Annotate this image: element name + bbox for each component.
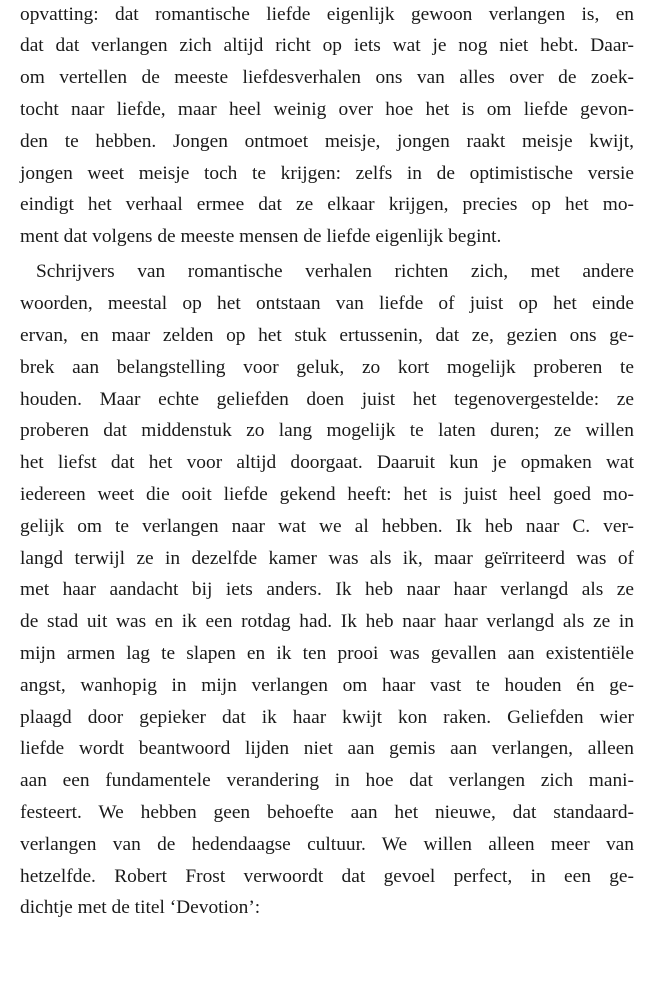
text-line: proberen dat middenstuk zo lang mogelijk te laten duren; ze willen — [20, 420, 634, 441]
text-line: brek aan belangstelling voor geluk, zo kort mogelijk proberen te — [20, 357, 634, 378]
text-line: langd terwijl ze in dezelfde kamer was als ik, maar geïrriteerd was of — [20, 548, 634, 569]
text-line: dichtje met de titel ‘Devotion’: — [20, 897, 261, 918]
text-line: jongen weet meisje toch te krijgen: zelfs in de optimistische versie — [20, 163, 634, 184]
text-line: eindigt het verhaal ermee dat ze elkaar krijgen, precies op het mo- — [20, 194, 634, 215]
text-line: plaagd door gepieker dat ik haar kwijt kon raken. Geliefden wier — [20, 707, 634, 728]
text-line: angst, wanhopig in mijn verlangen om haar vast te houden én ge- — [20, 675, 634, 696]
text-line: met haar aandacht bij iets anders. Ik heb naar haar verlangd als ze — [20, 579, 634, 600]
text-line: tocht naar liefde, maar heel weinig over hoe het is om liefde gevon- — [20, 99, 634, 120]
text-line: ment dat volgens de meeste mensen de liefde eigenlijk begint. — [20, 226, 502, 247]
text-line: den te hebben. Jongen ontmoet meisje, jongen raakt meisje kwijt, — [20, 131, 634, 152]
text-line: aan een fundamentele verandering in hoe dat verlangen zich mani- — [20, 770, 634, 791]
text-line: Schrijvers van romantische verhalen richten zich, met andere — [36, 261, 634, 282]
text-line: iedereen weet die ooit liefde gekend heeft: het is juist heel goed mo- — [20, 484, 634, 505]
text-line: festeert. We hebben geen behoefte aan het nieuwe, dat standaard- — [20, 802, 634, 823]
text-line: het liefst dat het voor altijd doorgaat. Daaruit kun je opmaken wat — [20, 452, 634, 473]
text-line: gelijk om te verlangen naar wat we al hebben. Ik heb naar C. ver- — [20, 516, 634, 537]
text-line: hetzelfde. Robert Frost verwoordt dat gevoel perfect, in een ge- — [20, 866, 634, 887]
text-line: om vertellen de meeste liefdesverhalen ons van alles over de zoek- — [20, 67, 634, 88]
text-line: houden. Maar echte geliefden doen juist het tegenovergestelde: ze — [20, 389, 634, 410]
text-line: liefde wordt beantwoord lijden niet aan gemis aan verlangen, alleen — [20, 738, 634, 759]
text-line: opvatting: dat romantische liefde eigenlijk gewoon verlangen is, en — [20, 4, 634, 25]
text-line: ervan, en maar zelden op het stuk ertussenin, dat ze, gezien ons ge- — [20, 325, 634, 346]
text-line: dat dat verlangen zich altijd richt op iets wat je nog niet hebt. Daar- — [20, 35, 634, 56]
text-line: de stad uit was en ik een rotdag had. Ik heb naar haar verlangd als ze in — [20, 611, 634, 632]
text-line: mijn armen lag te slapen en ik ten prooi was gevallen aan existentiële — [20, 643, 634, 664]
text-line: woorden, meestal op het ontstaan van liefde of juist op het einde — [20, 293, 634, 314]
text-line: verlangen van de hedendaagse cultuur. We willen alleen meer van — [20, 834, 634, 855]
